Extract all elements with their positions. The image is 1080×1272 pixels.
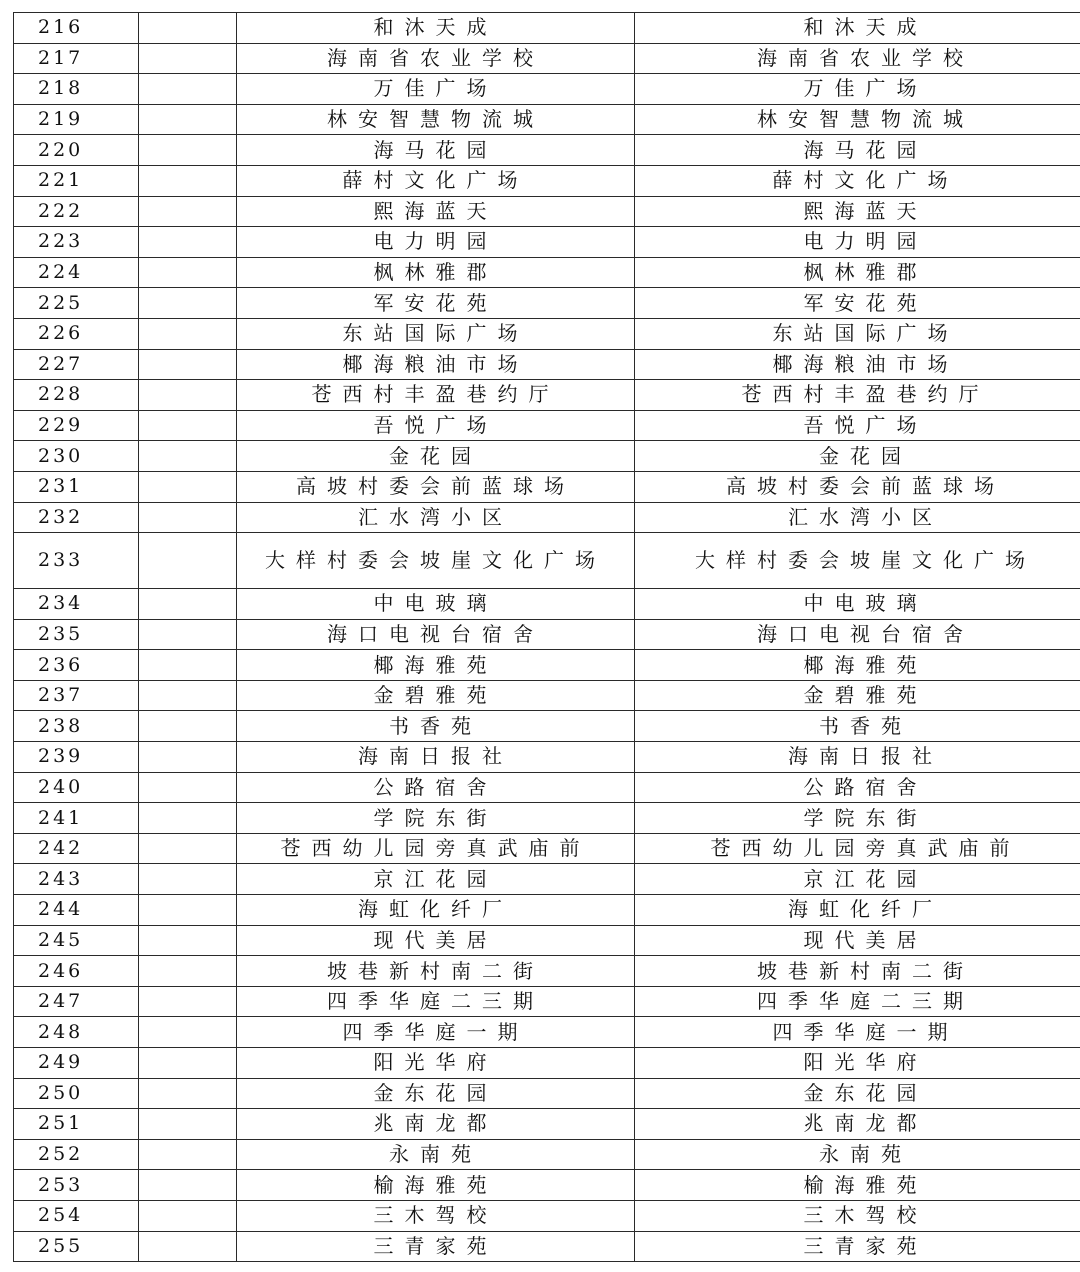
table-row <box>14 833 1080 864</box>
location-name-duplicate: 高坡村委会前蓝球场 <box>635 471 1080 502</box>
location-name-duplicate: 四季华庭一期 <box>635 1017 1080 1048</box>
location-name-duplicate: 榆海雅苑 <box>635 1170 1080 1201</box>
table-row <box>14 589 1080 620</box>
row-number: 239 <box>14 742 139 773</box>
row-number: 244 <box>14 895 139 926</box>
location-name-duplicate: 大样村委会坡崖文化广场 <box>635 533 1080 589</box>
table-row <box>14 1200 1080 1231</box>
row-number: 221 <box>14 165 139 196</box>
table-row <box>14 986 1080 1017</box>
empty-cell <box>139 833 237 864</box>
location-name-duplicate: 薛村文化广场 <box>635 165 1080 196</box>
empty-cell <box>139 1231 237 1262</box>
row-number: 236 <box>14 650 139 681</box>
empty-cell <box>139 410 237 441</box>
location-name: 三青家苑 <box>237 1231 635 1262</box>
row-number: 237 <box>14 680 139 711</box>
row-number: 217 <box>14 43 139 74</box>
location-name-duplicate: 吾悦广场 <box>635 410 1080 441</box>
empty-cell <box>139 471 237 502</box>
row-number: 251 <box>14 1109 139 1140</box>
location-name-duplicate: 林安智慧物流城 <box>635 104 1080 135</box>
row-number: 222 <box>14 196 139 227</box>
location-name: 现代美居 <box>237 925 635 956</box>
location-name-duplicate: 永南苑 <box>635 1139 1080 1170</box>
empty-cell <box>139 1078 237 1109</box>
table-row <box>14 410 1080 441</box>
location-name-duplicate: 坡巷新村南二街 <box>635 956 1080 987</box>
empty-cell <box>139 619 237 650</box>
empty-cell <box>139 227 237 258</box>
empty-cell <box>139 43 237 74</box>
location-name-duplicate: 金花园 <box>635 441 1080 472</box>
location-name: 京江花园 <box>237 864 635 895</box>
location-name-duplicate: 阳光华府 <box>635 1048 1080 1079</box>
table-row <box>14 619 1080 650</box>
location-name-duplicate: 熙海蓝天 <box>635 196 1080 227</box>
table-row <box>14 318 1080 349</box>
row-number: 216 <box>14 13 139 44</box>
row-number: 243 <box>14 864 139 895</box>
row-number: 247 <box>14 986 139 1017</box>
table-row <box>14 165 1080 196</box>
location-name: 坡巷新村南二街 <box>237 956 635 987</box>
table-row <box>14 680 1080 711</box>
row-number: 218 <box>14 74 139 105</box>
row-number: 231 <box>14 471 139 502</box>
table-row <box>14 13 1080 44</box>
row-number: 232 <box>14 502 139 533</box>
empty-cell <box>139 1200 237 1231</box>
empty-cell <box>139 650 237 681</box>
location-name: 金花园 <box>237 441 635 472</box>
location-name-duplicate: 兆南龙都 <box>635 1109 1080 1140</box>
location-name-duplicate: 海南日报社 <box>635 742 1080 773</box>
empty-cell <box>139 772 237 803</box>
table-row <box>14 502 1080 533</box>
empty-cell <box>139 895 237 926</box>
row-number: 233 <box>14 533 139 589</box>
location-name: 海虹化纤厂 <box>237 895 635 926</box>
row-number: 235 <box>14 619 139 650</box>
empty-cell <box>139 318 237 349</box>
location-name-duplicate: 电力明园 <box>635 227 1080 258</box>
table-row <box>14 1170 1080 1201</box>
table-row <box>14 135 1080 166</box>
row-number: 223 <box>14 227 139 258</box>
location-name: 四季华庭二三期 <box>237 986 635 1017</box>
table-row <box>14 288 1080 319</box>
table-row <box>14 349 1080 380</box>
location-name-duplicate: 苍西幼儿园旁真武庙前 <box>635 833 1080 864</box>
row-number: 254 <box>14 1200 139 1231</box>
location-name: 永南苑 <box>237 1139 635 1170</box>
empty-cell <box>139 1048 237 1079</box>
row-number: 242 <box>14 833 139 864</box>
location-name: 熙海蓝天 <box>237 196 635 227</box>
empty-cell <box>139 74 237 105</box>
row-number: 227 <box>14 349 139 380</box>
empty-cell <box>139 441 237 472</box>
table-row <box>14 196 1080 227</box>
empty-cell <box>139 742 237 773</box>
row-number: 228 <box>14 380 139 411</box>
location-name-duplicate: 东站国际广场 <box>635 318 1080 349</box>
empty-cell <box>139 803 237 834</box>
table-row <box>14 742 1080 773</box>
row-number: 229 <box>14 410 139 441</box>
empty-cell <box>139 1170 237 1201</box>
empty-cell <box>139 196 237 227</box>
location-name: 海南省农业学校 <box>237 43 635 74</box>
table-row <box>14 380 1080 411</box>
row-number: 248 <box>14 1017 139 1048</box>
empty-cell <box>139 1109 237 1140</box>
empty-cell <box>139 349 237 380</box>
table-row <box>14 772 1080 803</box>
empty-cell <box>139 986 237 1017</box>
table-row <box>14 441 1080 472</box>
location-name: 苍西幼儿园旁真武庙前 <box>237 833 635 864</box>
row-number: 241 <box>14 803 139 834</box>
table-row <box>14 104 1080 135</box>
row-number: 224 <box>14 257 139 288</box>
row-number: 252 <box>14 1139 139 1170</box>
table-row <box>14 895 1080 926</box>
location-name: 三木驾校 <box>237 1200 635 1231</box>
location-name-duplicate: 公路宿舍 <box>635 772 1080 803</box>
empty-cell <box>139 711 237 742</box>
location-name: 东站国际广场 <box>237 318 635 349</box>
row-number: 246 <box>14 956 139 987</box>
table-row <box>14 74 1080 105</box>
table-row <box>14 533 1080 589</box>
location-name: 兆南龙都 <box>237 1109 635 1140</box>
location-name: 枫林雅郡 <box>237 257 635 288</box>
row-number: 253 <box>14 1170 139 1201</box>
location-name-duplicate: 四季华庭二三期 <box>635 986 1080 1017</box>
row-number: 245 <box>14 925 139 956</box>
location-name-duplicate: 椰海粮油市场 <box>635 349 1080 380</box>
location-name-duplicate: 三木驾校 <box>635 1200 1080 1231</box>
location-name: 公路宿舍 <box>237 772 635 803</box>
table-row <box>14 650 1080 681</box>
location-name: 椰海粮油市场 <box>237 349 635 380</box>
row-number: 225 <box>14 288 139 319</box>
location-table <box>13 12 1080 1262</box>
location-name: 海口电视台宿舍 <box>237 619 635 650</box>
location-name: 海马花园 <box>237 135 635 166</box>
location-name: 榆海雅苑 <box>237 1170 635 1201</box>
table-row <box>14 1017 1080 1048</box>
row-number: 250 <box>14 1078 139 1109</box>
empty-cell <box>139 502 237 533</box>
row-number: 238 <box>14 711 139 742</box>
location-name: 高坡村委会前蓝球场 <box>237 471 635 502</box>
location-name: 金东花园 <box>237 1078 635 1109</box>
location-name: 和沐天成 <box>237 13 635 44</box>
empty-cell <box>139 1139 237 1170</box>
location-name-duplicate: 海虹化纤厂 <box>635 895 1080 926</box>
empty-cell <box>139 104 237 135</box>
location-name-duplicate: 枫林雅郡 <box>635 257 1080 288</box>
row-number: 255 <box>14 1231 139 1262</box>
location-name: 汇水湾小区 <box>237 502 635 533</box>
row-number: 226 <box>14 318 139 349</box>
location-name-duplicate: 汇水湾小区 <box>635 502 1080 533</box>
location-name: 大样村委会坡崖文化广场 <box>237 533 635 589</box>
empty-cell <box>139 288 237 319</box>
location-name: 吾悦广场 <box>237 410 635 441</box>
location-name-duplicate: 书香苑 <box>635 711 1080 742</box>
table-row <box>14 1231 1080 1262</box>
row-number: 240 <box>14 772 139 803</box>
table-row <box>14 925 1080 956</box>
location-name-duplicate: 和沐天成 <box>635 13 1080 44</box>
location-name-duplicate: 椰海雅苑 <box>635 650 1080 681</box>
empty-cell <box>139 13 237 44</box>
empty-cell <box>139 257 237 288</box>
empty-cell <box>139 589 237 620</box>
location-name-duplicate: 苍西村丰盈巷约厅 <box>635 380 1080 411</box>
empty-cell <box>139 956 237 987</box>
empty-cell <box>139 925 237 956</box>
location-name-duplicate: 京江花园 <box>635 864 1080 895</box>
location-name-duplicate: 三青家苑 <box>635 1231 1080 1262</box>
location-name-duplicate: 海马花园 <box>635 135 1080 166</box>
empty-cell <box>139 165 237 196</box>
table-row <box>14 227 1080 258</box>
location-name: 薛村文化广场 <box>237 165 635 196</box>
location-name: 军安花苑 <box>237 288 635 319</box>
location-name: 书香苑 <box>237 711 635 742</box>
row-number: 234 <box>14 589 139 620</box>
location-name: 金碧雅苑 <box>237 680 635 711</box>
location-name-duplicate: 金东花园 <box>635 1078 1080 1109</box>
table-row <box>14 257 1080 288</box>
table-row <box>14 1078 1080 1109</box>
row-number: 219 <box>14 104 139 135</box>
table-row <box>14 43 1080 74</box>
table-row <box>14 1109 1080 1140</box>
empty-cell <box>139 533 237 589</box>
empty-cell <box>139 680 237 711</box>
table-row <box>14 956 1080 987</box>
location-name: 万佳广场 <box>237 74 635 105</box>
empty-cell <box>139 135 237 166</box>
location-name: 海南日报社 <box>237 742 635 773</box>
row-number: 230 <box>14 441 139 472</box>
location-name: 苍西村丰盈巷约厅 <box>237 380 635 411</box>
table-row <box>14 1048 1080 1079</box>
row-number: 220 <box>14 135 139 166</box>
location-name-duplicate: 军安花苑 <box>635 288 1080 319</box>
location-name: 四季华庭一期 <box>237 1017 635 1048</box>
location-name: 林安智慧物流城 <box>237 104 635 135</box>
table-row <box>14 471 1080 502</box>
location-name: 电力明园 <box>237 227 635 258</box>
table-body <box>14 13 1080 1262</box>
location-name-duplicate: 万佳广场 <box>635 74 1080 105</box>
location-name: 中电玻璃 <box>237 589 635 620</box>
empty-cell <box>139 380 237 411</box>
table-row <box>14 1139 1080 1170</box>
empty-cell <box>139 864 237 895</box>
location-name-duplicate: 学院东街 <box>635 803 1080 834</box>
location-name-duplicate: 金碧雅苑 <box>635 680 1080 711</box>
location-name: 学院东街 <box>237 803 635 834</box>
location-name-duplicate: 海南省农业学校 <box>635 43 1080 74</box>
table-row <box>14 711 1080 742</box>
empty-cell <box>139 1017 237 1048</box>
location-name-duplicate: 海口电视台宿舍 <box>635 619 1080 650</box>
table-row <box>14 864 1080 895</box>
table-row <box>14 803 1080 834</box>
location-name-duplicate: 现代美居 <box>635 925 1080 956</box>
location-name: 阳光华府 <box>237 1048 635 1079</box>
row-number: 249 <box>14 1048 139 1079</box>
location-name: 椰海雅苑 <box>237 650 635 681</box>
location-name-duplicate: 中电玻璃 <box>635 589 1080 620</box>
